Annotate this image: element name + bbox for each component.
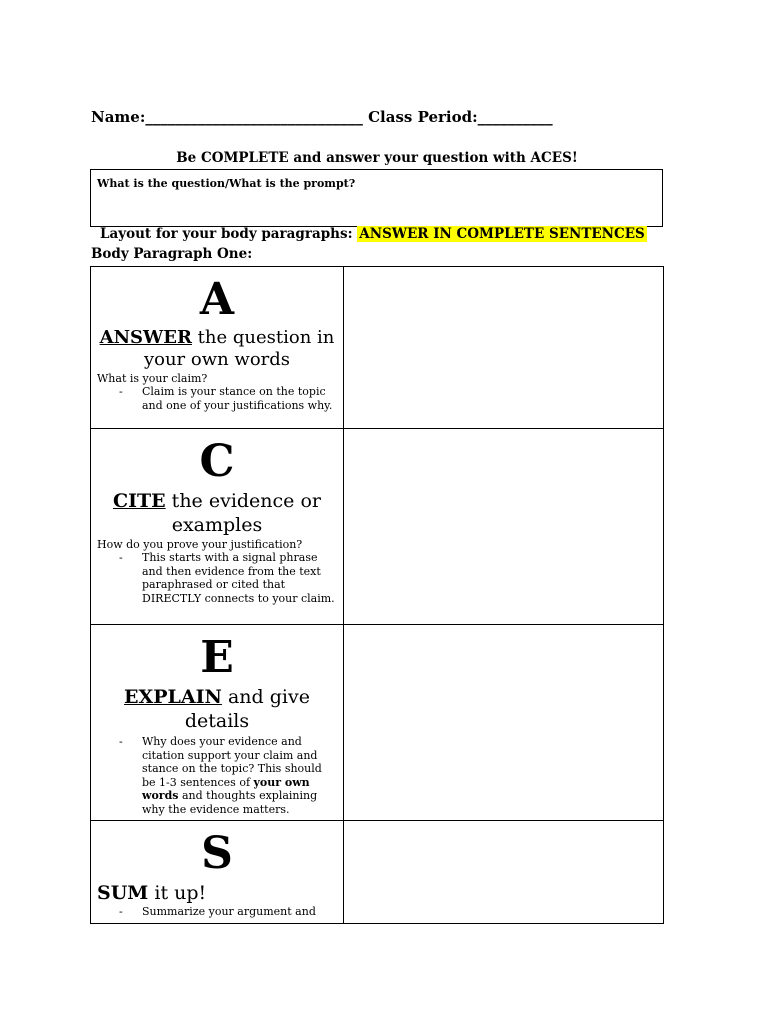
sum-bullet-text: Summarize your argument and: [142, 905, 316, 918]
explain-bullet: [97, 735, 337, 816]
cite-guide-cell: [91, 429, 344, 625]
sum-bullet: [97, 905, 337, 919]
cite-keyword: CITE: [113, 490, 166, 512]
name-class-period-line: Name:_____________________________ Class Period:__________: [91, 108, 553, 126]
explain-subtitle: [97, 685, 337, 733]
instruction-heading: Be COMPLETE and answer your question with ACES!: [176, 150, 578, 166]
answer-keyword: ANSWER: [99, 327, 192, 348]
bullet-dash: -: [119, 551, 123, 564]
answer-question: What is your claim?: [97, 372, 208, 385]
answer-bullet-text: Claim is your stance on the topic and one of your justifications why.: [142, 385, 333, 412]
layout-prefix: Layout for your body paragraphs:: [100, 226, 358, 242]
answer-response-cell[interactable]: [344, 267, 664, 429]
cite-bullet-text: This starts with a signal phrase and then evidence from the text paraphrased or cited that DIRECTLY connects to your claim.: [142, 551, 335, 605]
answer-subtitle-rest: the question in your own words: [143, 327, 335, 370]
aces-row-cite: [91, 429, 664, 625]
prompt-label: What is the question/What is the prompt?: [97, 177, 356, 190]
prompt-box[interactable]: [90, 169, 663, 227]
aces-table: [90, 266, 664, 924]
sum-keyword: SUM: [97, 882, 149, 904]
body-paragraph-heading: Body Paragraph One:: [91, 246, 253, 262]
aces-row-explain: [91, 625, 664, 821]
aces-row-sum: [91, 821, 664, 924]
complete-sentences-highlight: ANSWER IN COMPLETE SENTENCES: [359, 226, 645, 242]
bullet-dash: -: [119, 905, 123, 918]
answer-subtitle: [97, 327, 337, 371]
letter-a: A: [199, 274, 235, 325]
aces-row-answer: [91, 267, 664, 429]
cite-bullet: [97, 551, 337, 605]
explain-subtitle-rest: and give details: [184, 686, 310, 732]
cite-question: How do you prove your justification?: [97, 538, 303, 551]
cite-subtitle: [97, 489, 337, 537]
explain-keyword: EXPLAIN: [124, 686, 222, 708]
layout-instruction: [100, 226, 647, 242]
letter-s: S: [201, 828, 233, 879]
explain-bullet-text-1: Why does your evidence and citation support your claim and stance on the topic? This should be 1-3 sentences of: [142, 735, 322, 789]
sum-subtitle: [97, 881, 337, 905]
cite-response-cell[interactable]: [344, 429, 664, 625]
sum-response-cell[interactable]: [344, 821, 664, 924]
explain-response-cell[interactable]: [344, 625, 664, 821]
letter-e: E: [200, 632, 234, 683]
explain-bullet-text-2: and thoughts explaining why the evidence matters.: [142, 789, 318, 816]
answer-guide-cell: [91, 267, 344, 429]
sum-subtitle-rest: it up!: [148, 882, 207, 904]
explain-guide-cell: [91, 625, 344, 821]
sum-guide-cell: [91, 821, 344, 924]
answer-bullet: [97, 385, 337, 412]
bullet-dash: -: [119, 735, 123, 748]
cite-subtitle-rest: the evidence or examples: [165, 490, 321, 536]
bullet-dash: -: [119, 385, 123, 398]
explain-bullet-bold: your own words: [142, 775, 310, 802]
letter-c: C: [199, 436, 235, 487]
